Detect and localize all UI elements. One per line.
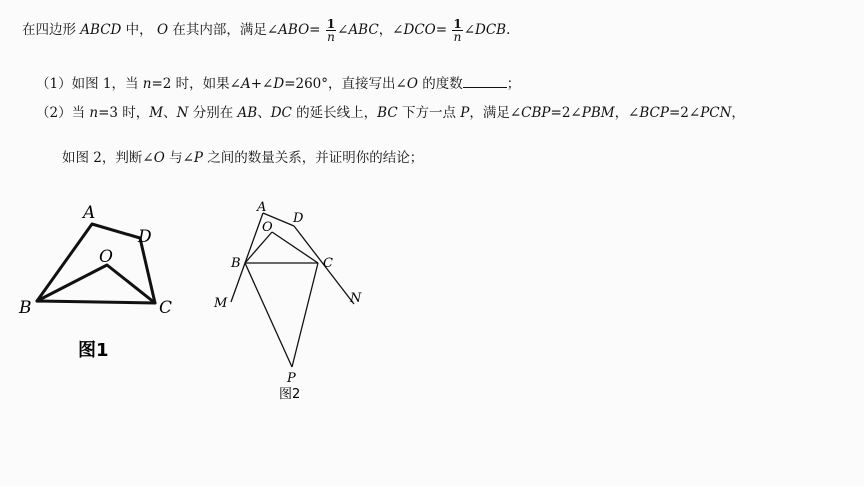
- label-c: C: [159, 298, 173, 318]
- math-var: AB: [237, 105, 258, 121]
- text: +∠: [250, 76, 274, 92]
- math-var: M: [149, 105, 164, 121]
- frac-num: 1: [326, 17, 336, 31]
- math-var: P: [460, 105, 470, 121]
- label-n: N: [350, 291, 362, 306]
- text: 在其内部，满足∠: [172, 22, 279, 38]
- figure-2-caption: 图2: [279, 387, 301, 402]
- text: =2∠: [550, 105, 582, 121]
- math-var: BC: [377, 105, 398, 121]
- text: ∠: [337, 22, 349, 38]
- math-var: PCN: [700, 105, 732, 121]
- math-var: N: [176, 105, 189, 121]
- frac-num: 1: [453, 17, 462, 31]
- label-d: D: [138, 227, 152, 247]
- text: 分别在: [188, 105, 238, 121]
- math-var: BCP: [639, 105, 669, 121]
- math-var: O: [153, 150, 165, 166]
- text: ；: [506, 76, 521, 92]
- line-c-p: [292, 263, 318, 367]
- text: 如图 2，判断∠: [62, 150, 154, 166]
- math-var: D: [273, 76, 285, 92]
- text: 在四边形: [22, 22, 76, 38]
- text: 下方一点: [397, 105, 461, 121]
- label-o: O: [99, 247, 113, 267]
- line-b-o: [245, 232, 272, 263]
- label-p: P: [287, 371, 296, 386]
- label-b: B: [19, 298, 32, 318]
- math-var: ABCD: [80, 22, 122, 38]
- math-var: O: [406, 76, 418, 92]
- figure-1-caption: 图1: [78, 340, 109, 361]
- text: 、: [163, 105, 177, 121]
- math-var: DCB: [475, 22, 507, 38]
- text: ∠: [463, 22, 476, 38]
- math-var: n: [89, 105, 99, 121]
- text: 中，: [125, 22, 153, 38]
- label-a: A: [83, 203, 96, 223]
- label-b: B: [231, 256, 241, 271]
- math-var: A: [240, 76, 251, 92]
- label-c: C: [323, 256, 333, 271]
- frac-den: n: [453, 30, 462, 44]
- math-var: P: [193, 150, 203, 166]
- text: ，∠: [614, 105, 640, 121]
- text: =260°，直接写出∠: [284, 76, 407, 92]
- text: 与∠: [164, 150, 194, 166]
- text: =2∠: [668, 105, 701, 121]
- math-var: PBM: [581, 105, 615, 121]
- text: .: [506, 22, 511, 38]
- text: （1）如图 1，当: [36, 76, 143, 92]
- label-d: D: [293, 211, 304, 226]
- text: 的延长线上，: [291, 105, 378, 121]
- text: （2）当: [36, 105, 90, 121]
- label-m: M: [214, 296, 228, 311]
- text: 之间的数量关系，并证明你的结论；: [202, 150, 424, 166]
- angle-bo-oc: [37, 265, 155, 303]
- math-var: ABO: [278, 22, 310, 38]
- text: =: [435, 22, 448, 38]
- math-var: O: [156, 22, 169, 38]
- text: ，: [731, 105, 745, 121]
- label-a: A: [257, 200, 267, 215]
- text: =3 时，: [98, 105, 150, 121]
- math-var: CBP: [521, 105, 551, 121]
- text: ，满足∠: [469, 105, 522, 121]
- math-var: DCO: [403, 22, 436, 38]
- frac-den: n: [327, 30, 335, 44]
- math-var: ABC: [348, 22, 379, 38]
- label-o: O: [262, 220, 273, 235]
- text: 、: [257, 105, 271, 121]
- text: =2 时，如果∠: [151, 76, 241, 92]
- text: ，∠: [378, 22, 404, 38]
- text: =: [309, 22, 321, 38]
- figure-2: [231, 213, 354, 367]
- math-var: DC: [270, 105, 292, 121]
- line-b-p: [245, 263, 292, 367]
- math-var: n: [142, 76, 152, 92]
- text: 的度数: [417, 76, 463, 92]
